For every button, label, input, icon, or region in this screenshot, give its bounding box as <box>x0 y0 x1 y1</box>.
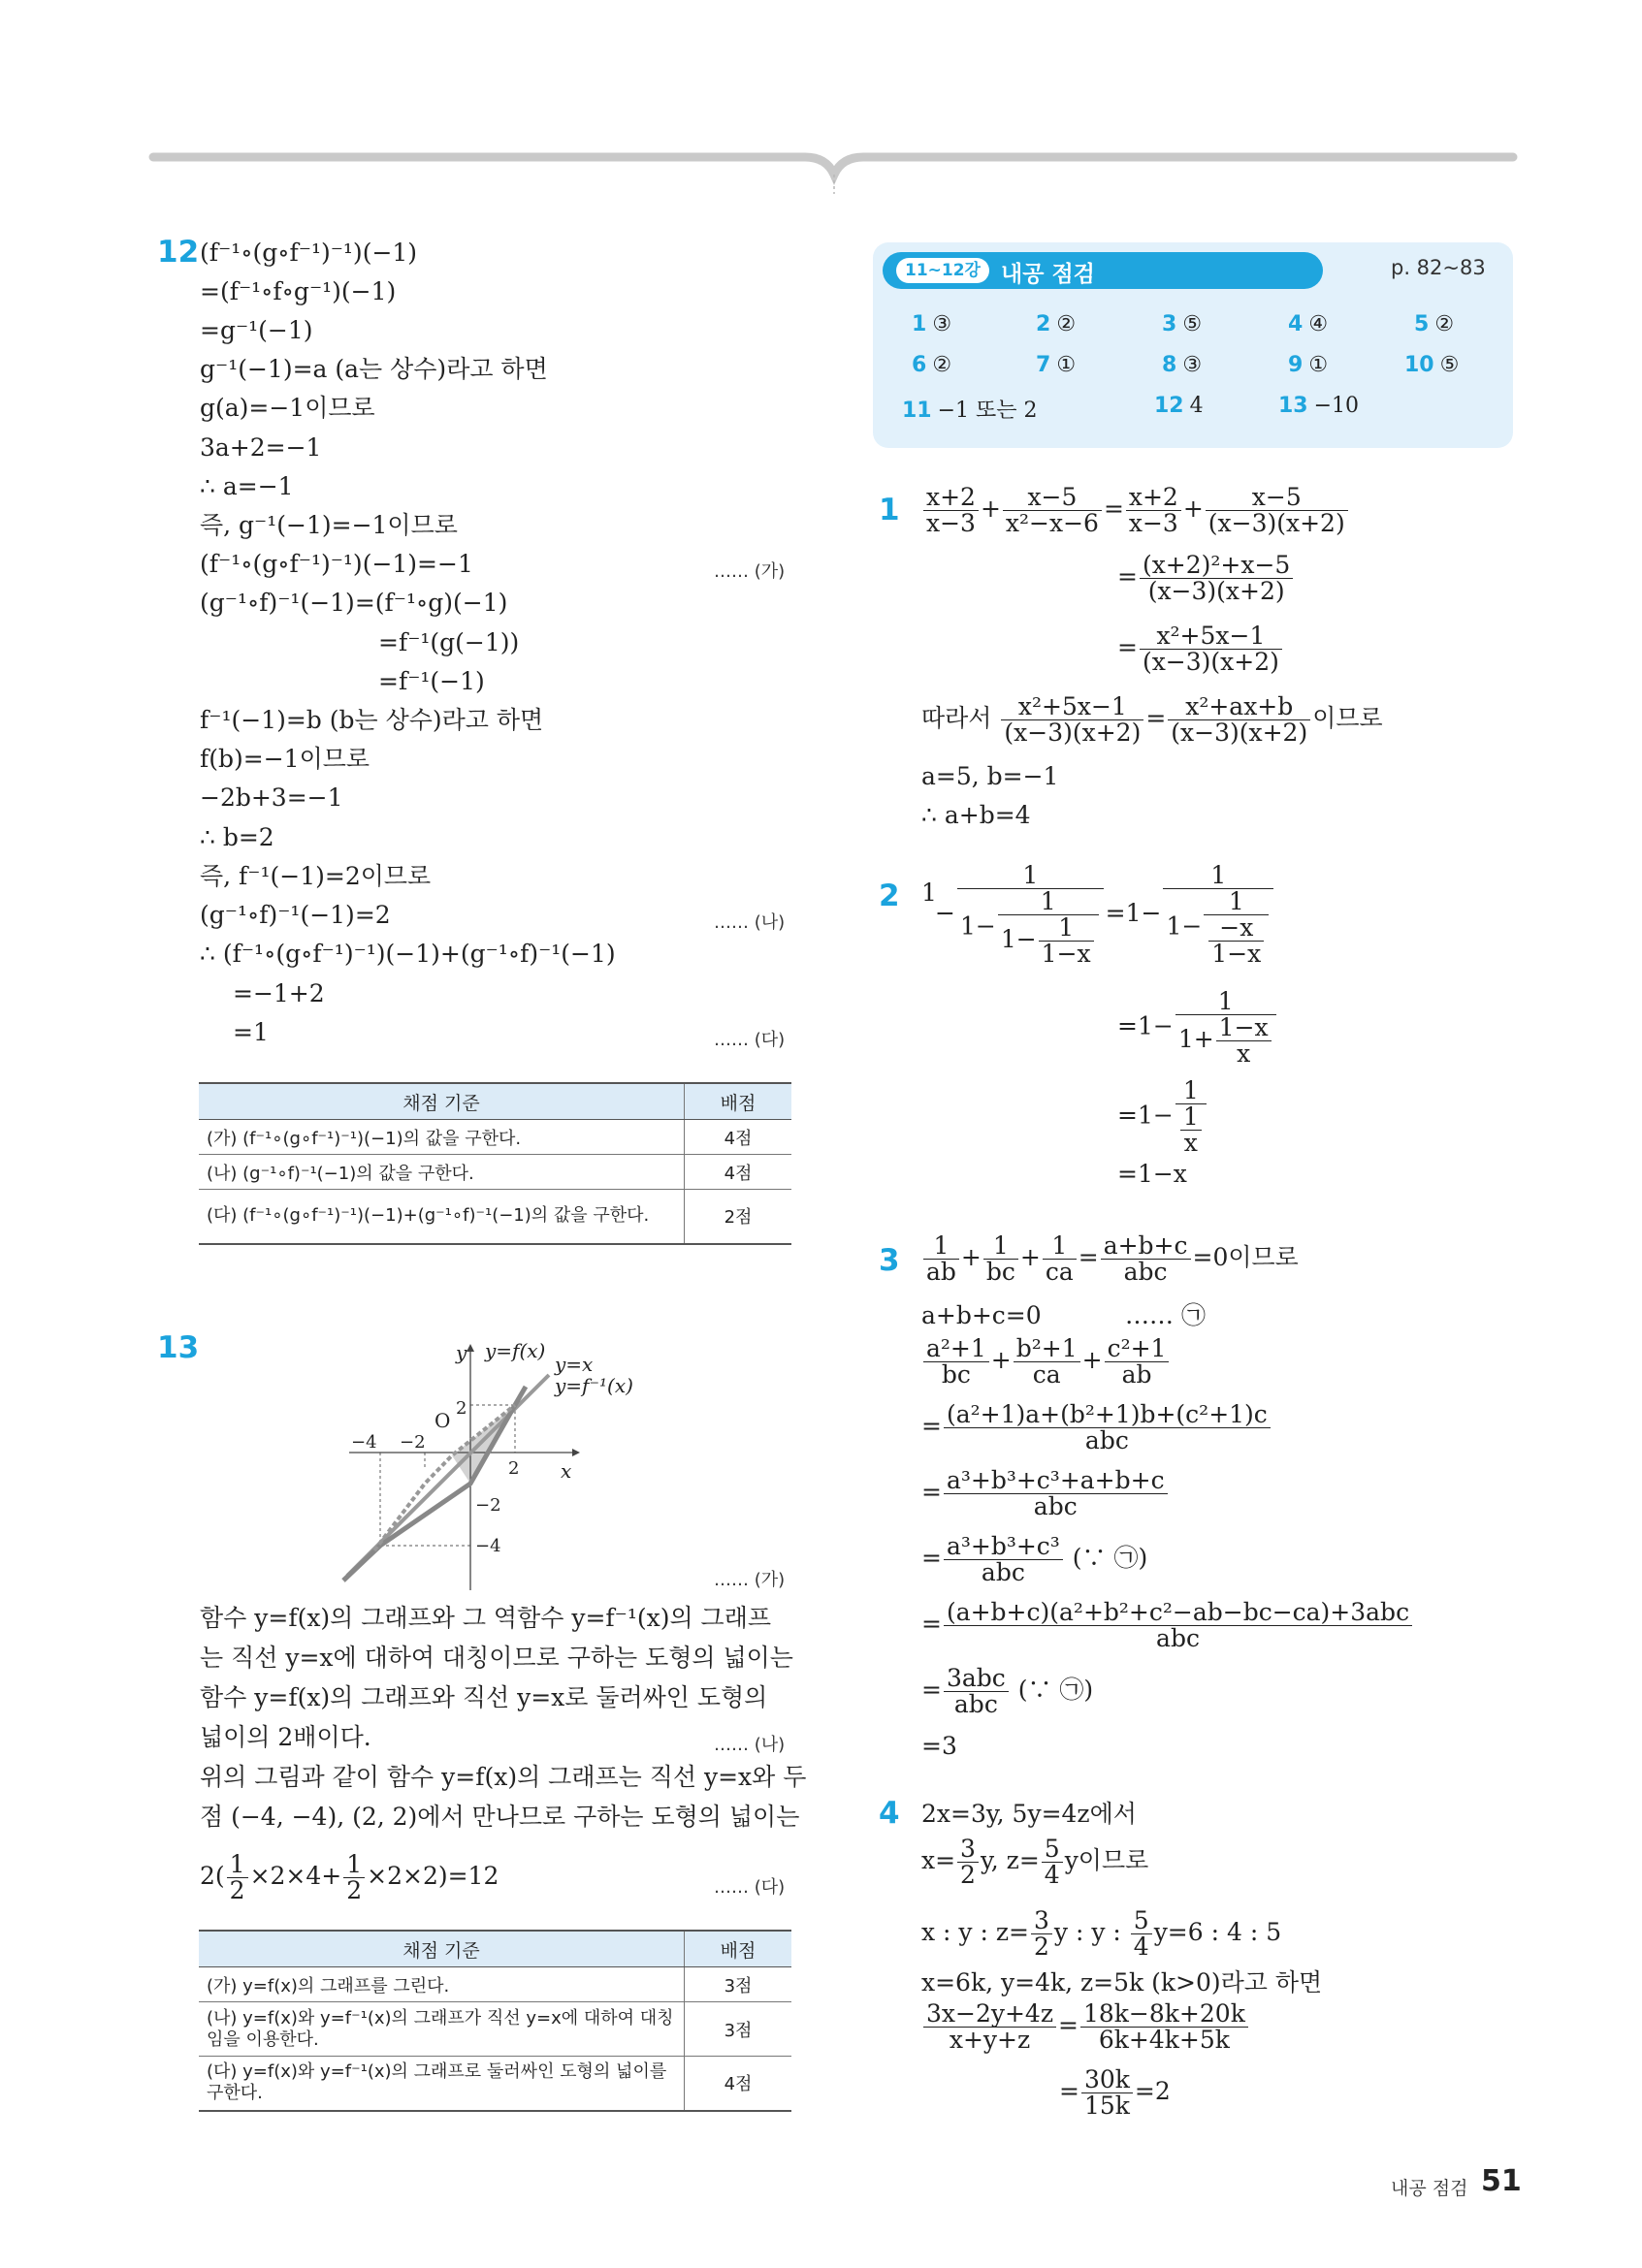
x-axis-label: x <box>561 1459 572 1483</box>
table-header: 채점 기준 <box>199 1931 685 1967</box>
tick-label: −4 <box>475 1536 501 1556</box>
s3-row: = $\frac{\text{(a+b+c)(a²+b²+c²−ab−bc−ca)+3abc}}{\text{abc}}$ <box>921 1600 1414 1651</box>
q12-line: =−1+2 <box>233 979 325 1007</box>
step-tag-na: …… (나) <box>714 1735 786 1755</box>
answer-item: 9 ① <box>1288 353 1329 377</box>
page-top-divider <box>0 0 1642 194</box>
question-number-13: 13 <box>157 1330 200 1365</box>
table-cell: 4점 <box>685 1155 792 1190</box>
yx-label: y=x <box>555 1353 594 1376</box>
q12-line: f⁻¹(−1)=b (b는 상수)라고 하면 <box>200 706 544 734</box>
s2-nested-fraction: − 1 1− 1 1− $\frac{1}{1-x}$ =1− 1 1− $\frac{1}{\frac{-x}{1-x}}$ <box>935 863 1275 967</box>
step-tag-da: …… (다) <box>714 1877 786 1898</box>
page-reference: p. 82~83 <box>1391 256 1486 279</box>
s4-row: $\frac{3x-2y+4z}{x+y+z}$ = $\frac{18k-8k+20k}{6k+4k+5k}$ <box>921 2001 1250 2053</box>
q12-scoring-table <box>199 1082 791 1245</box>
q13-paragraph-line: 점 (−4, −4), (2, 2)에서 만나므로 구하는 도형의 넓이는 <box>200 1803 800 1831</box>
solution-number-2: 2 <box>879 878 900 913</box>
footer-section-label: 내공 점검 <box>1391 2178 1468 2199</box>
tick-label: 2 <box>456 1398 467 1419</box>
answer-item: 7 ① <box>1036 353 1077 377</box>
s1-row: a=5, b=−1 <box>921 762 1059 790</box>
table-cell: (가) (f⁻¹∘(g∘f⁻¹)⁻¹)(−1)의 값을 구한다. <box>199 1120 685 1155</box>
s2-row: =1−x <box>1117 1160 1187 1188</box>
s3-row: $\frac{\text{a²+1}}{bc}$ + $\frac{\text{b²+1}}{ca}$ + $\frac{\text{c²+1}}{ab}$ <box>921 1336 1171 1388</box>
q12-line: 즉, g⁻¹(−1)=−1이므로 <box>200 511 458 539</box>
tick-label: −4 <box>351 1432 377 1453</box>
answer-item: 5 ② <box>1414 312 1455 336</box>
table-header: 채점 기준 <box>199 1083 685 1120</box>
s4-row: 2x=3y, 5y=4z에서 <box>921 1800 1137 1828</box>
s1-row: ∴ a+b=4 <box>921 801 1031 829</box>
q12-line: (g⁻¹∘f)⁻¹(−1)=2 <box>200 901 391 929</box>
answer-box-title: 내공 점검 <box>1001 262 1095 287</box>
table-cell: (가) y=f(x)의 그래프를 그린다. <box>199 1967 685 2002</box>
answer-item: 2 ② <box>1036 312 1077 336</box>
s1-row: = $\frac{\text{x²+5x−1}}{(x-3)(x+2)}$ <box>1117 623 1284 675</box>
tick-label: −2 <box>400 1432 426 1453</box>
s1-row: = $\frac{\text{(x+2)²+x−5}}{(x-3)(x+2)}$ <box>1117 553 1295 604</box>
q12-line: =(f⁻¹∘f∘g⁻¹)(−1) <box>200 277 397 305</box>
tick-label: 2 <box>508 1458 520 1479</box>
q12-line: (f⁻¹∘(g∘f⁻¹)⁻¹)(−1) <box>200 239 418 267</box>
table-header: 배점 <box>685 1083 792 1120</box>
answer-item: 4 ④ <box>1288 312 1329 336</box>
s1-row: 따라서 $\frac{\text{x²+5x−1}}{(x-3)(x+2)}$ = $\frac{\text{x²+ax+b}}{(x-3)(x+2)}$ 이므로 <box>921 692 1383 747</box>
solution-number-4: 4 <box>879 1796 900 1831</box>
q13-paragraph-line: 는 직선 y=x에 대하여 대칭이므로 구하는 도형의 넓이는 <box>200 1644 793 1672</box>
q12-line: (f⁻¹∘(g∘f⁻¹)⁻¹)(−1)=−1 <box>200 550 473 578</box>
question-number-12: 12 <box>157 235 200 270</box>
s4-row: = $\frac{30k}{15k}$ =2 <box>1059 2065 1171 2120</box>
answer-summary-box <box>873 242 1513 448</box>
q12-line: ∴ (f⁻¹∘(g∘f⁻¹)⁻¹)(−1)+(g⁻¹∘f)⁻¹(−1) <box>200 940 616 968</box>
s3-row: = $\frac{\text{a³+b³+c³+a+b+c}}{\text{abc}}$ <box>921 1468 1170 1519</box>
answer-item: 12 4 <box>1154 394 1204 418</box>
table-cell: 3점 <box>685 2002 792 2057</box>
q12-line: (g⁻¹∘f)⁻¹(−1)=(f⁻¹∘g)(−1) <box>200 589 508 617</box>
s4-row: x : y : z= $\frac{3}{2}$ y : y : $\frac{5}{4}$ y=6 : 4 : 5 <box>921 1906 1282 1961</box>
q12-line: =f⁻¹(−1) <box>378 667 485 695</box>
s4-row: x= $\frac{3}{2}$ y, z= $\frac{5}{4}$ y이므로 <box>921 1835 1149 1889</box>
y-axis-label: y <box>456 1341 467 1364</box>
x-axis-arrow-icon <box>572 1449 580 1456</box>
s2-row: =1− $\frac{1}{\frac{1}{x}}$ <box>1117 1078 1208 1156</box>
q12-line: 즉, f⁻¹(−1)=2이므로 <box>200 862 432 890</box>
tick-label: −2 <box>475 1495 501 1516</box>
origin-label: O <box>435 1409 451 1432</box>
q12-line: −2b+3=−1 <box>200 783 343 812</box>
solution-number-3: 3 <box>879 1243 900 1278</box>
q13-graph <box>330 1338 660 1600</box>
s3-row: = $\frac{\text{(a²+1)a+(b²+1)b+(c²+1)c}}{\text{abc}}$ <box>921 1402 1272 1453</box>
step-tag-ga: …… (가) <box>714 561 786 582</box>
q13-area-calc: 2( $\frac{1}{2}$ ×2×4+ $\frac{1}{2}$ ×2×2)=12 <box>200 1850 499 1904</box>
q13-paragraph-line: 함수 y=f(x)의 그래프와 직선 y=x로 둘러싸인 도형의 <box>200 1683 768 1711</box>
step-tag-na: …… (나) <box>714 912 786 933</box>
q12-line: =g⁻¹(−1) <box>200 316 313 344</box>
q12-line: ∴ a=−1 <box>200 472 294 500</box>
q13-paragraph-line: 함수 y=f(x)의 그래프와 그 역함수 y=f⁻¹(x)의 그래프 <box>200 1604 772 1632</box>
q13-paragraph-line: 넓이의 2배이다. <box>200 1723 371 1751</box>
s2-row: =1− 1 1+ $\frac{1-x}{x}$ <box>1117 989 1278 1067</box>
answer-box-header <box>883 252 1323 289</box>
table-cell: (나) y=f(x)와 y=f⁻¹(x)의 그래프가 직선 y=x에 대하여 대칭임을 이용한다. <box>199 2002 685 2057</box>
page-number: 51 <box>1481 2164 1522 2198</box>
table-cell: (나) (g⁻¹∘f)⁻¹(−1)의 값을 구한다. <box>199 1155 685 1190</box>
answer-item: 3 ⑤ <box>1162 312 1203 336</box>
step-tag-ga: …… (가) <box>714 1570 786 1590</box>
table-cell: (다) y=f(x)와 y=f⁻¹(x)의 그래프로 둘러싸인 도형의 넓이를 구한다. <box>199 2057 685 2111</box>
q12-line: 3a+2=−1 <box>200 433 322 462</box>
s4-row: x=6k, y=4k, z=5k (k>0)라고 하면 <box>921 1968 1323 1996</box>
table-header: 배점 <box>685 1931 792 1967</box>
q12-line: f(b)=−1이므로 <box>200 745 370 773</box>
q12-line: g⁻¹(−1)=a (a는 상수)라고 하면 <box>200 355 548 383</box>
q12-line: =1 <box>233 1018 269 1046</box>
table-cell: 4점 <box>685 2057 792 2111</box>
y-axis-arrow-icon <box>467 1344 474 1352</box>
answer-item: 13 −10 <box>1278 394 1360 418</box>
s2-row: 1 <box>921 878 937 907</box>
s3-tag: …… ㉠ <box>1125 1301 1206 1329</box>
lecture-badge: 11~12강 <box>896 258 989 283</box>
s3-row: =3 <box>921 1732 957 1760</box>
q12-line: ∴ b=2 <box>200 823 274 851</box>
solution-number-1: 1 <box>879 493 900 527</box>
table-cell: 3점 <box>685 1967 792 2002</box>
q12-line: g(a)=−1이므로 <box>200 394 375 422</box>
s3-row: a+b+c=0 <box>921 1301 1042 1329</box>
answer-item: 6 ② <box>912 353 952 377</box>
step-tag-da: …… (다) <box>714 1030 786 1050</box>
q13-scoring-table <box>199 1930 791 2112</box>
table-cell: 4점 <box>685 1120 792 1155</box>
s1-row: $\frac{x+2}{x-3}$ + $\frac{x-5}{\text{x²−x−6}}$ = $\frac{x+2}{x-3}$ + $\frac{x-5}{(x-3)(x+2)}$ <box>921 485 1350 536</box>
fx-label: y=f(x) <box>485 1339 546 1362</box>
q12-line: =f⁻¹(g(−1)) <box>378 628 520 656</box>
q13-paragraph-line: 위의 그림과 같이 함수 y=f(x)의 그래프는 직선 y=x와 두 <box>200 1763 807 1791</box>
s3-row: = $\frac{\text{a³+b³+c³}}{\text{abc}}$ (∵ ㉠) <box>921 1532 1148 1586</box>
answer-item: 1 ③ <box>912 312 952 336</box>
finv-label: y=f⁻¹(x) <box>555 1374 633 1397</box>
answer-item: 10 ⑤ <box>1404 353 1460 377</box>
s3-row: = $\frac{\text{3abc}}{\text{abc}}$ (∵ ㉠) <box>921 1664 1094 1718</box>
table-cell: (다) (f⁻¹∘(g∘f⁻¹)⁻¹)(−1)+(g⁻¹∘f)⁻¹(−1)의 값을 구한다. <box>199 1190 685 1244</box>
answer-item: 11 −1 또는 2 <box>902 399 1038 423</box>
table-cell: 2점 <box>685 1190 792 1244</box>
answer-item: 8 ③ <box>1162 353 1203 377</box>
s3-row: $\frac{1}{ab}$ + $\frac{1}{bc}$ + $\frac{1}{ca}$ = $\frac{a+b+c}{\text{abc}}$ =0이므로 <box>921 1233 1299 1285</box>
